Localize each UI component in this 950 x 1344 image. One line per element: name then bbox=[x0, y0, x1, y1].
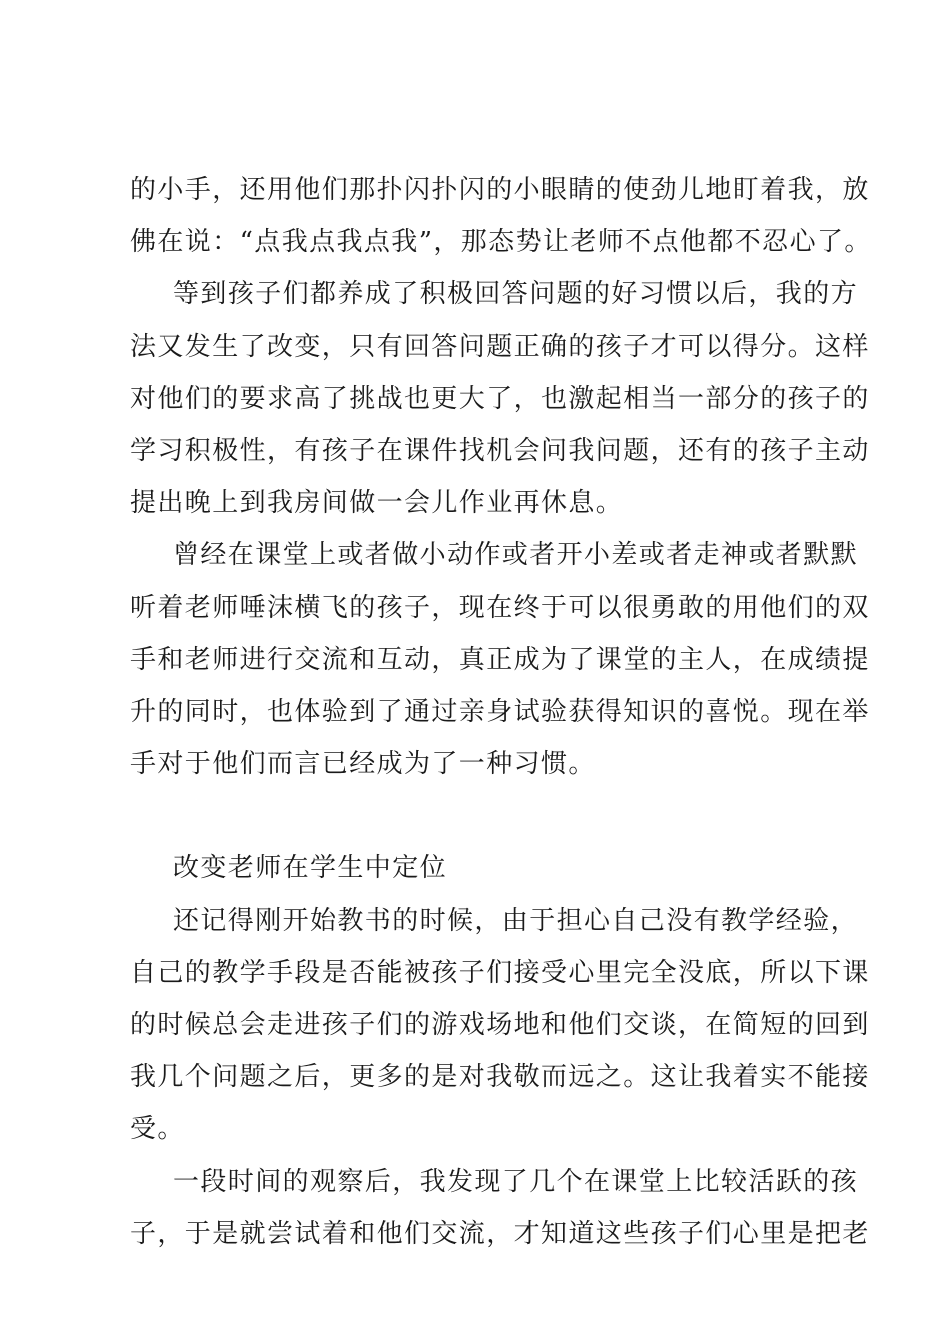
text-line: 一段时间的观察后，我发现了几个在课堂上比较活跃的孩 bbox=[173, 1166, 859, 1197]
text-line: 手和老师进行交流和互动，真正成为了课堂的主人，在成绩提 bbox=[130, 644, 870, 675]
text-line: 学习积极性，有孩子在课件找机会问我问题，还有的孩子主动 bbox=[130, 435, 870, 466]
text-line: 升的同时，也体验到了通过亲身试验获得知识的喜悦。现在举 bbox=[130, 696, 870, 727]
text-line: 还记得刚开始教书的时候，由于担心自己没有教学经验， bbox=[173, 905, 859, 936]
paragraph bbox=[130, 895, 870, 1156]
text-line: 的时候总会走进孩子们的游戏场地和他们交谈，在简短的回到 bbox=[130, 1010, 870, 1040]
text-line: 自己的教学手段是否能被孩子们接受心里完全没底，所以下课 bbox=[130, 957, 870, 988]
text-line: 法又发生了改变，只有回答问题正确的孩子才可以得分。这样 bbox=[130, 331, 870, 362]
paragraph bbox=[130, 529, 870, 790]
text-line: 听着老师唾沫横飞的孩子，现在终于可以很勇敢的用他们的双 bbox=[130, 592, 870, 623]
text-line: 佛在说：“点我点我点我”，那态势让老师不点他都不忍心了。 bbox=[130, 227, 872, 258]
document-body bbox=[130, 164, 872, 1260]
text-line: 手对于他们而言已经成为了一种习惯。 bbox=[130, 749, 596, 780]
text-line: 受。 bbox=[130, 1114, 185, 1145]
text-line: 等到孩子们都养成了积极回答问题的好习惯以后，我的方 bbox=[173, 279, 859, 310]
text-line: 子，于是就尝试着和他们交流，才知道这些孩子们心里是把老 bbox=[130, 1218, 870, 1249]
paragraph bbox=[130, 268, 870, 529]
text-line: 对他们的要求高了挑战也更大了，也激起相当一部分的孩子的 bbox=[130, 383, 870, 414]
heading-text: 改变老师在学生中定位 bbox=[173, 853, 448, 884]
blank-line bbox=[130, 790, 826, 842]
text-line: 曾经在课堂上或者做小动作或者开小差或者走神或者默默 bbox=[173, 540, 859, 571]
paragraph bbox=[130, 164, 872, 268]
text-line: 提出晚上到我房间做一会儿作业再休息。 bbox=[130, 488, 624, 519]
section-heading bbox=[130, 842, 826, 894]
text-line: 我几个问题之后，更多的是对我敬而远之。这让我着实不能接 bbox=[130, 1062, 870, 1093]
paragraph bbox=[130, 1156, 870, 1260]
text-line: 的小手，还用他们那扑闪扑闪的小眼睛的使劲儿地盯着我，放 bbox=[130, 175, 870, 205]
